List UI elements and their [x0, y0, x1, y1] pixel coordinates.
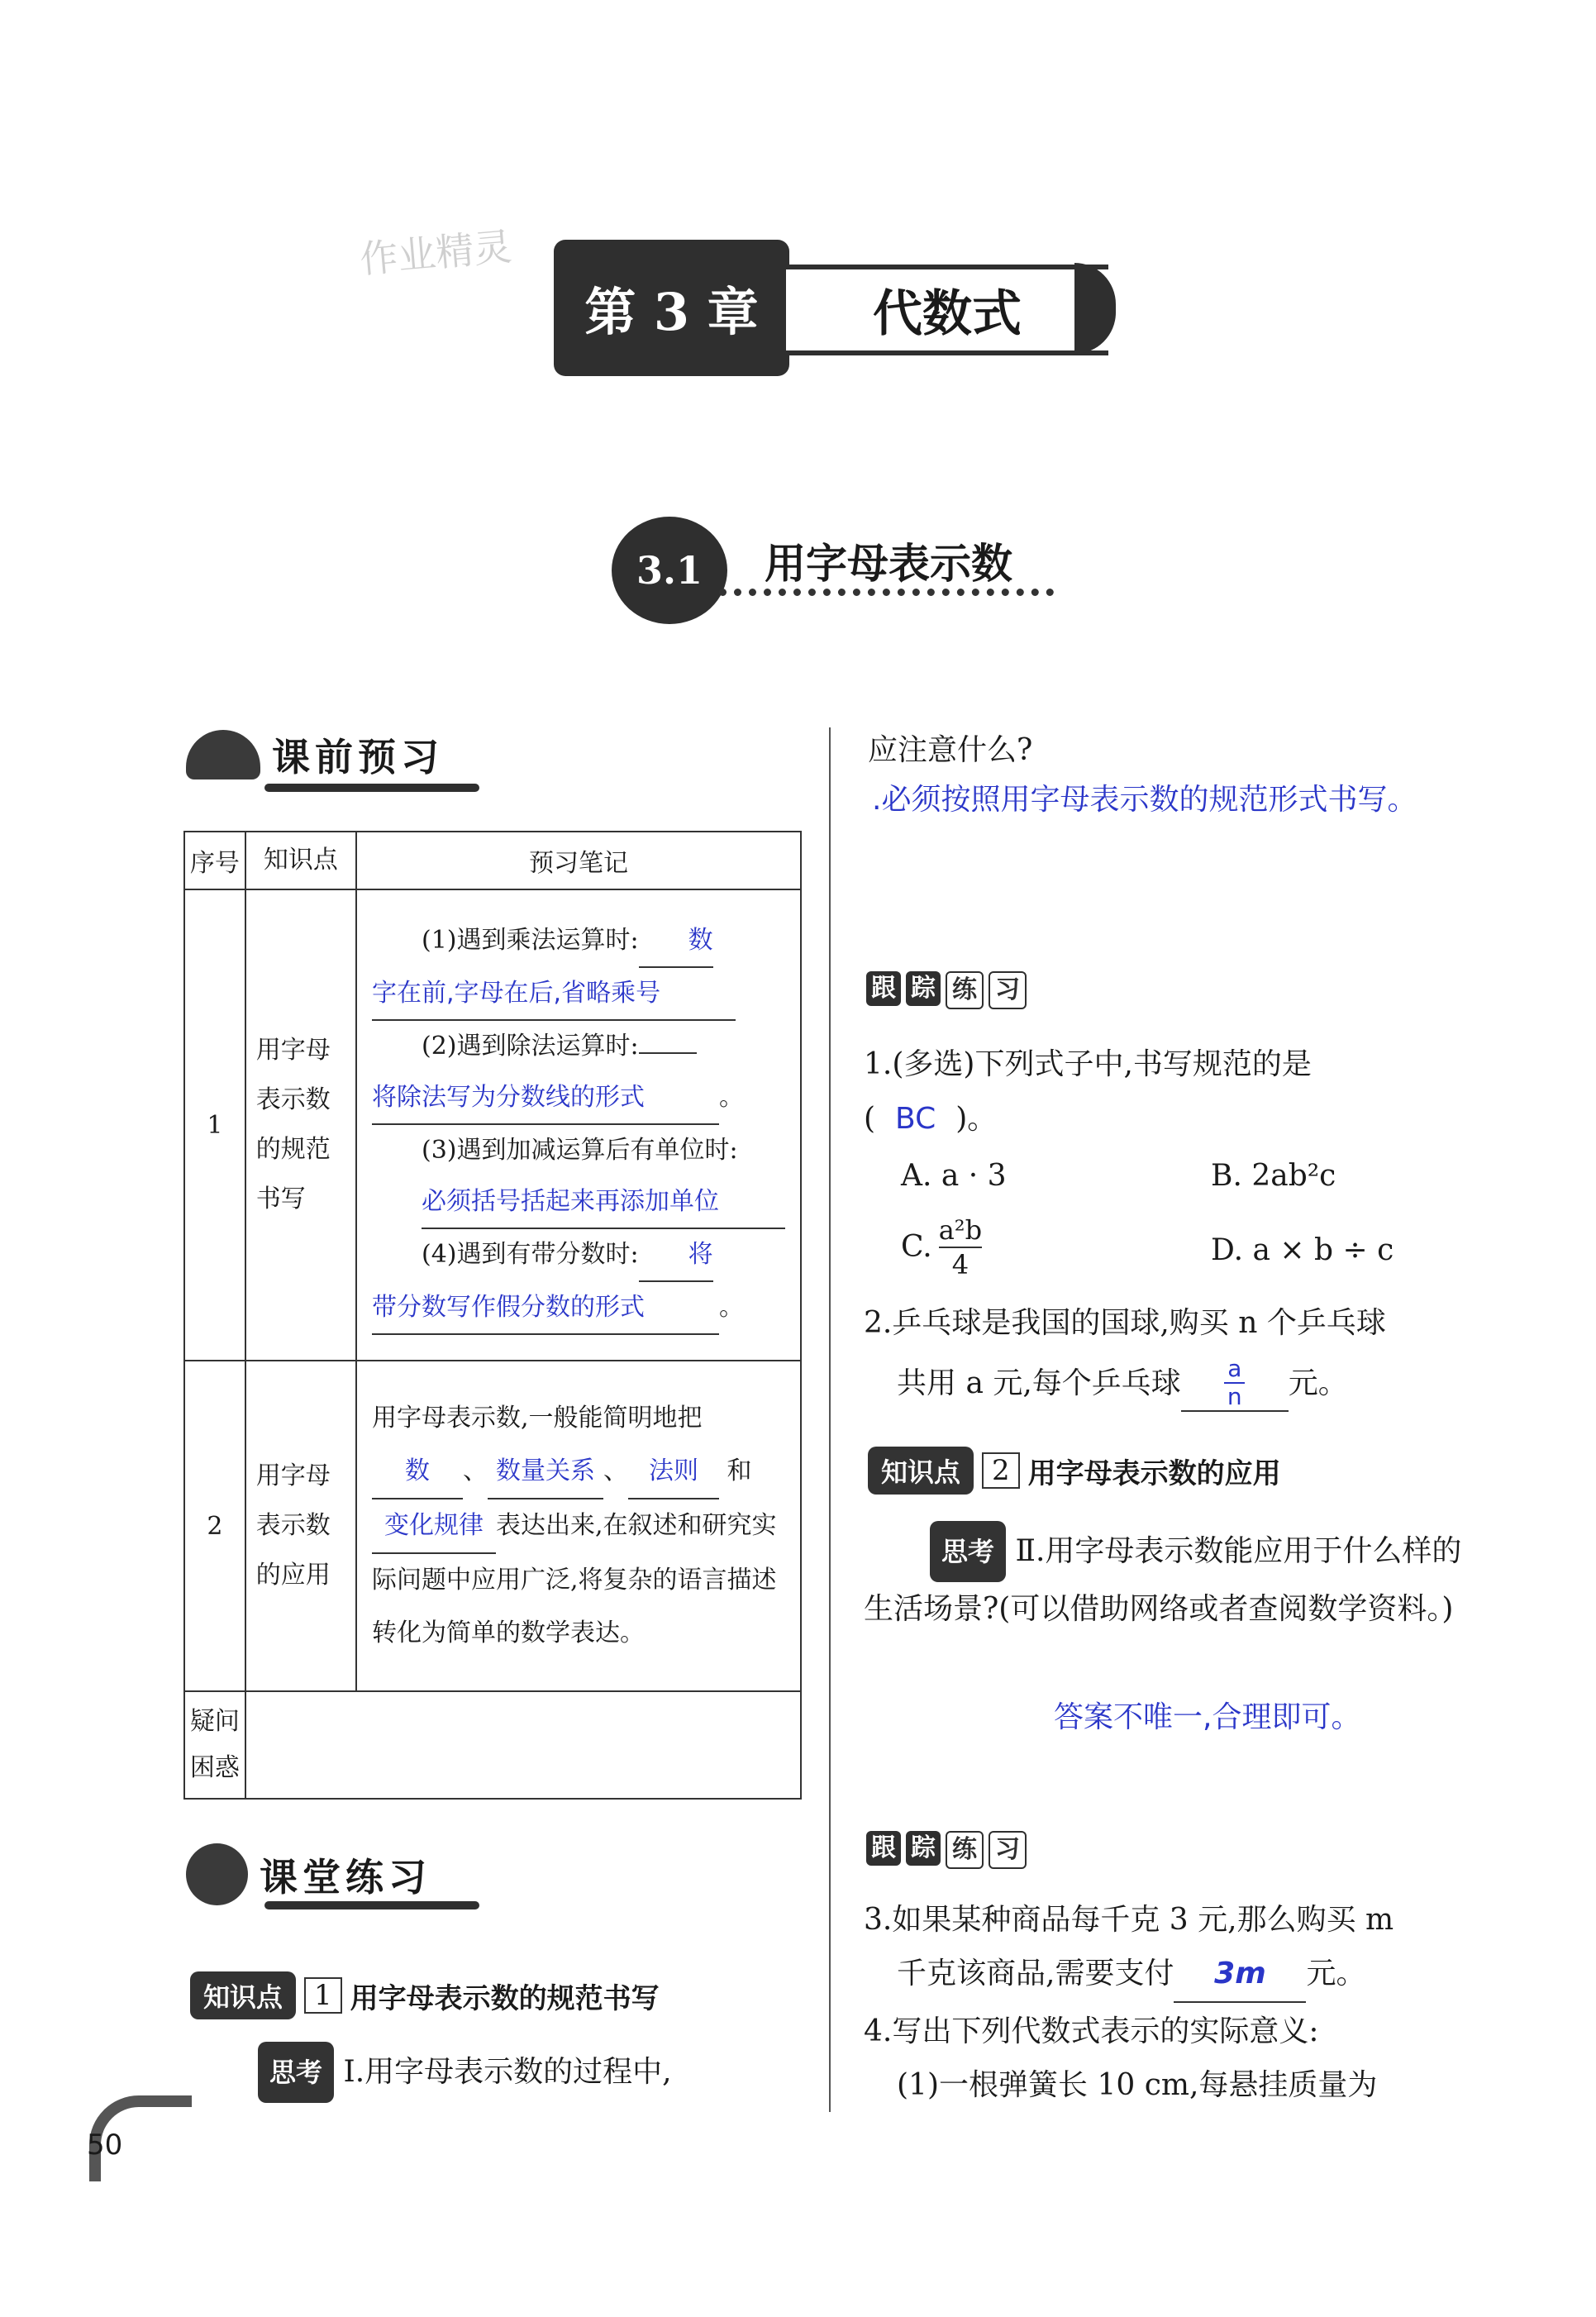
knowledge-point: 用字母表示数的规范书写	[245, 889, 356, 1361]
chapter-number: 第 3 章	[554, 240, 789, 376]
table-header: 序号	[184, 832, 245, 889]
knowledge-point: 用字母表示数的应用	[245, 1361, 356, 1691]
preview-notes	[356, 889, 801, 1361]
track-char: 踪	[906, 971, 941, 1006]
option-c	[901, 1213, 982, 1281]
track-char: 跟	[866, 1831, 901, 1866]
track-practice-label	[866, 971, 1027, 1009]
note-answer: 数量关系	[488, 1445, 603, 1499]
paren: (	[864, 1102, 876, 1136]
blank-line	[639, 1052, 697, 1054]
table-header: 预习笔记	[356, 832, 801, 889]
kp-number: 1	[304, 1977, 342, 2014]
table-header: 知识点	[245, 832, 356, 889]
problem-text: 共用 a 元,每个乒乓球	[897, 1366, 1181, 1400]
preview-heading	[186, 727, 444, 782]
problem-2: 2.乒乓球是我国的国球,购买 n 个乒乓球	[864, 1306, 1386, 1340]
note-answer: 将	[639, 1229, 713, 1282]
track-char: 练	[946, 971, 984, 1009]
track-char: 踪	[906, 1831, 941, 1866]
problem-2-line2	[897, 1356, 1348, 1412]
kp-number: 2	[982, 1452, 1020, 1489]
row-index: 1	[184, 889, 245, 1361]
knowledge-point-1	[190, 1971, 660, 2019]
option-b: B. 2ab²c	[1211, 1159, 1336, 1193]
chapter-title: 代数式	[781, 265, 1108, 355]
books-icon	[186, 730, 260, 779]
problem-4-part1: (1)一根弹簧长 10 cm,每悬挂质量为	[897, 2068, 1378, 2102]
page-number: 50	[87, 2129, 123, 2162]
problem-3: 3.如果某种商品每千克 3 元,那么购买 m	[864, 1903, 1394, 1937]
problem-text: 1.(多选)下列式子中,书写规范的是	[864, 1047, 1312, 1081]
scroll-end-decoration	[1074, 263, 1116, 354]
note-answer: 变化规律	[372, 1499, 496, 1554]
preview-table	[183, 831, 802, 1800]
note-period: 。	[719, 1293, 744, 1322]
problem-text: 元。	[1288, 1366, 1348, 1400]
note-answer: 必须括号括起来再添加单位	[422, 1176, 785, 1229]
question-1-continuation: 应注意什么?	[868, 733, 1033, 767]
note-text: 和	[727, 1456, 752, 1485]
note-text: (3)遇到加减运算后有单位时:	[422, 1136, 738, 1165]
note-text: 用字母表示数,一般能简明地把	[372, 1404, 703, 1433]
paren: )。	[955, 1102, 998, 1136]
track-char: 跟	[866, 971, 901, 1006]
note-text: (4)遇到有带分数时:	[422, 1240, 639, 1269]
problem-1	[864, 1037, 1475, 1147]
column-divider	[829, 727, 831, 2112]
classwork-heading-text: 课堂练习	[260, 1854, 431, 1900]
note-text: (2)遇到除法运算时:	[422, 1032, 639, 1061]
watermark: 作业精灵	[358, 224, 514, 282]
note-text: (1)遇到乘法运算时:	[422, 926, 639, 955]
preview-notes	[356, 1361, 801, 1691]
preview-heading-text: 课前预习	[272, 735, 444, 779]
fraction	[939, 1213, 982, 1281]
kp-tag: 知识点	[190, 1971, 296, 2019]
numerator: a²b	[939, 1213, 982, 1248]
problem-3-line2	[897, 1947, 1365, 2003]
knowledge-point-2	[868, 1447, 1281, 1495]
note-answer: 数	[639, 915, 713, 968]
answer-1: .必须按照用字母表示数的规范形式书写。	[872, 783, 1417, 817]
separator: 、	[603, 1456, 628, 1485]
problem-4: 4.写出下列代数式表示的实际意义:	[864, 2014, 1319, 2048]
section-number: 3.1	[612, 517, 727, 624]
note-answer: 数	[372, 1445, 463, 1499]
table-row	[184, 1691, 801, 1799]
heading-underline	[264, 784, 479, 792]
row-index: 2	[184, 1361, 245, 1691]
problem-text: 元。	[1306, 1957, 1366, 1990]
denominator: n	[1227, 1383, 1242, 1410]
problem-answer: 3m	[1174, 1947, 1306, 2003]
answer-2: 答案不唯一,合理即可。	[1054, 1700, 1361, 1734]
kp-title: 用字母表示数的规范书写	[350, 1981, 660, 2015]
problem-answer	[1181, 1356, 1289, 1412]
classwork-heading	[186, 1843, 431, 1905]
track-char: 习	[989, 1831, 1027, 1869]
separator: 、	[463, 1456, 488, 1485]
empty-cell	[245, 1691, 801, 1799]
denominator: 4	[951, 1249, 970, 1280]
note-text: 表达出来,在叙述和研究实际问题中应用广泛,将复杂的语言描述转化为简单的数学表达。	[372, 1511, 777, 1647]
option-a: A. a · 3	[901, 1159, 1007, 1193]
section-title: 用字母表示数	[765, 539, 1012, 588]
option-label: C.	[901, 1230, 932, 1264]
table-header-row	[184, 832, 801, 889]
problem-answer: BC	[895, 1102, 936, 1136]
problem-text: 千克该商品,需要支付	[897, 1957, 1174, 1990]
numerator: a	[1224, 1356, 1245, 1384]
note-period: 。	[719, 1083, 744, 1112]
question-2	[864, 1521, 1475, 1637]
note-answer: 法则	[628, 1445, 719, 1499]
kp-title: 用字母表示数的应用	[1027, 1456, 1281, 1490]
heading-underline	[264, 1901, 479, 1909]
question-text: Ⅱ.用字母表示数能应用于什么样的生活场景?(可以借助网络或者查阅数学资料。)	[864, 1534, 1462, 1626]
note-answer: 将除法写为分数线的形式	[372, 1072, 719, 1125]
kp-tag: 知识点	[868, 1447, 974, 1495]
question-1	[258, 2042, 672, 2103]
track-char: 练	[946, 1831, 984, 1869]
think-tag: 思考	[930, 1521, 1006, 1582]
section-dots-decoration	[719, 589, 1054, 596]
track-char: 习	[989, 971, 1027, 1009]
clock-icon	[186, 1843, 248, 1905]
note-answer: 字在前,字母在后,省略乘号	[372, 968, 736, 1021]
table-row	[184, 889, 801, 1361]
option-d: D. a × b ÷ c	[1211, 1233, 1394, 1267]
note-answer: 带分数写作假分数的形式	[372, 1282, 719, 1335]
question-text: Ⅰ.用字母表示数的过程中,	[343, 2055, 672, 2089]
table-row	[184, 1361, 801, 1691]
track-practice-label	[866, 1831, 1027, 1869]
row-label: 疑问困惑	[184, 1691, 245, 1799]
think-tag: 思考	[258, 2042, 334, 2103]
